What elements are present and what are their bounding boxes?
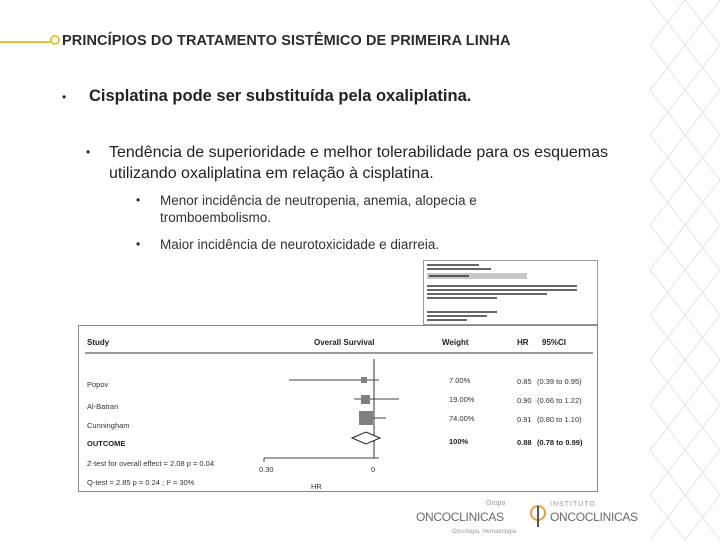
instituto-emblem-icon — [531, 506, 545, 527]
hr-value: 0.88 — [517, 438, 532, 447]
weight-value: 74.00% — [449, 414, 475, 423]
ci-value: (0.78 to 0.99) — [537, 438, 583, 447]
bullet-level3-item: Maior incidência de neurotoxicidade e diarreia. — [160, 237, 440, 252]
footer-logos — [410, 495, 660, 540]
study-label: Popov — [87, 380, 109, 389]
q-test-text: Q-test = 2.85 p = 0.24 ; I² = 30% — [87, 478, 195, 487]
bullet-level3-item: Menor incidência de neutropenia, anemia, alopecia e tromboembolismo. — [160, 193, 477, 225]
slide-title: PRINCÍPIOS DO TRATAMENTO SISTÊMICO DE PRIMEIRA LINHA — [62, 33, 511, 49]
title-accent-dot — [50, 35, 60, 45]
outcome-diamond — [352, 432, 380, 444]
header-ci: 95%CI — [542, 338, 567, 347]
x-axis-tick-label: 0 — [371, 465, 376, 474]
logo-instituto-oncoclinicas: ONCOCLINICAS — [550, 510, 638, 524]
hr-value: 0.90 — [517, 396, 532, 405]
ci-value: (0.66 to 1.22) — [537, 396, 582, 405]
header-weight: Weight — [442, 338, 469, 347]
logo-grupo-text: Grupo — [486, 500, 506, 507]
logo-oncoclinicas: ONCOCLINICAS — [416, 510, 504, 524]
ci-value: (0.39 to 0.95) — [537, 377, 582, 386]
x-axis-label: HR — [311, 482, 322, 491]
study-label: Cunningham — [87, 421, 130, 430]
bullet-marker: • — [62, 90, 67, 104]
header-overall-survival: Overall Survival — [314, 338, 375, 347]
outcome-label: OUTCOME — [87, 439, 126, 448]
weight-value: 100% — [449, 437, 469, 446]
z-test-text: Z-test for overall effect = 2.08 p = 0.04 — [87, 459, 215, 468]
bullet-marker: • — [136, 237, 141, 251]
bullet-level1: Cisplatina pode ser substituída pela oxaliplatina. — [89, 87, 472, 105]
study-label: Al-Batran — [87, 402, 119, 411]
bullet-marker: • — [136, 193, 141, 207]
forest-plot — [78, 325, 598, 492]
study-marker — [359, 411, 373, 425]
header-study: Study — [87, 338, 110, 347]
weight-value: 7.00% — [449, 376, 471, 385]
bullet-level2: Tendência de superioridade e melhor tolerabilidade para os esquemas utilizando oxaliplatina em relação à cisplatina. — [109, 144, 608, 182]
hr-value: 0.85 — [517, 377, 532, 386]
title-accent-line — [0, 41, 52, 43]
logo-instituto-text: INSTITUTO — [550, 501, 596, 508]
decorative-pattern — [650, 0, 720, 540]
ci-value: (0.80 to 1.10) — [537, 415, 582, 424]
study-marker — [361, 395, 370, 404]
weight-value: 19.00% — [449, 395, 475, 404]
x-axis-tick-label: 0.30 — [259, 465, 274, 474]
bullet-marker: • — [86, 145, 91, 159]
header-hr: HR — [517, 338, 529, 347]
study-marker — [361, 377, 367, 383]
logo-tagline: Oncologia, Hematologia — [452, 529, 517, 535]
hr-value: 0.91 — [517, 415, 532, 424]
article-abstract-image — [423, 260, 598, 325]
